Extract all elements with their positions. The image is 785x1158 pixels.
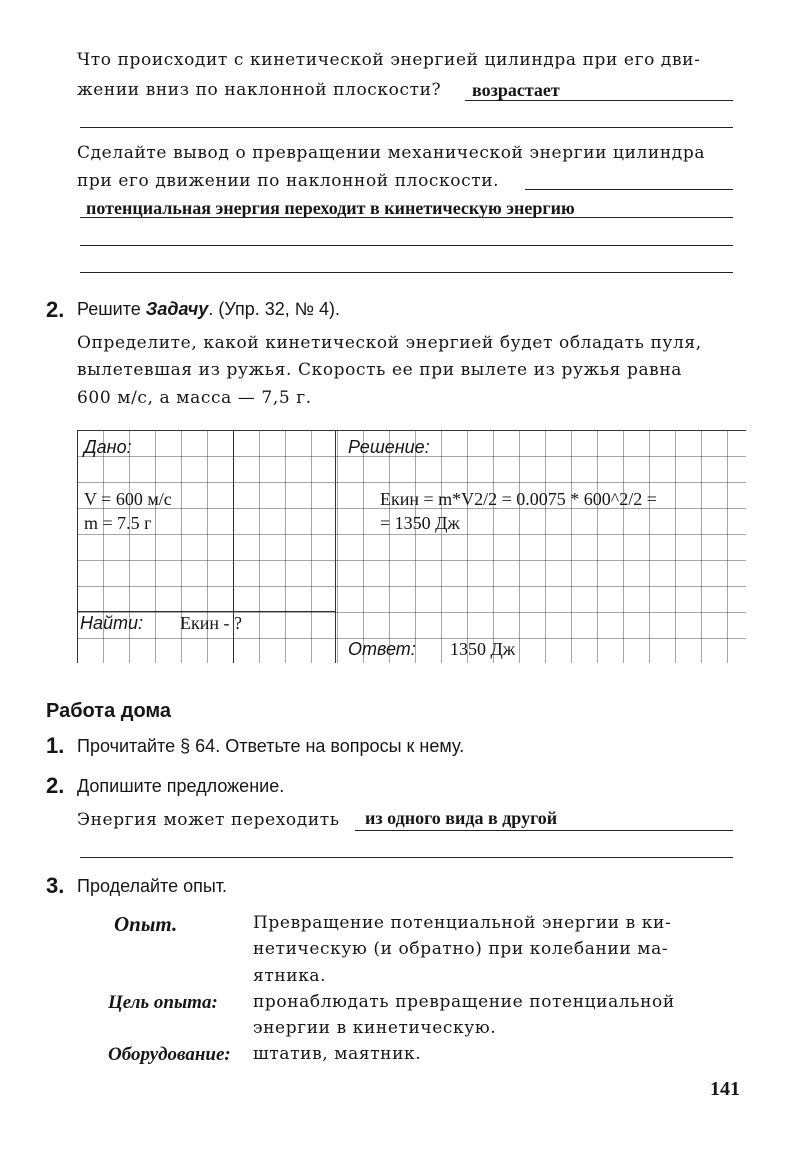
question-text: Что происходит с кинетической энергией цилиндра при его дви- (77, 50, 701, 70)
answer-text: потенциальная энергия переходит в кинетическую энергию (86, 198, 575, 218)
question-text: Сделайте вывод о превращении механической энергии цилиндра (77, 143, 706, 163)
section-title: Работа дома (46, 700, 172, 722)
solution-grid (77, 430, 746, 663)
given-value: m = 7.5 г (84, 513, 152, 533)
goal-text: пронаблюдать превращение потенциальной (253, 992, 675, 1012)
answer-line (80, 272, 733, 273)
goal-label: Цель опыта: (108, 992, 218, 1013)
answer-text: возрастает (472, 80, 560, 100)
answer-value: 1350 Дж (450, 639, 516, 659)
solution-label: Решение: (348, 437, 430, 457)
answer-line (80, 245, 733, 246)
grid-divider (78, 611, 335, 612)
experiment-text: ятника. (253, 966, 327, 986)
answer-line (80, 127, 733, 128)
item-number: 2. (46, 773, 65, 798)
goal-text: энергии в кинетическую. (253, 1018, 497, 1038)
answer-line (80, 217, 733, 218)
solution-line: Екин = m*V2/2 = 0.0075 * 600^2/2 = (380, 489, 657, 509)
given-label: Дано: (84, 437, 132, 457)
task-word: Задачу (145, 299, 209, 319)
item-text: Прочитайте § 64. Ответьте на вопросы к нему. (77, 736, 465, 756)
equipment-text: штатив, маятник. (253, 1044, 422, 1064)
task-text: Определите, какой кинетической энергией будет обладать пуля, (77, 333, 702, 353)
experiment-text: Превращение потенциальной энергии в ки- (253, 913, 672, 933)
answer-line (525, 189, 733, 190)
task-text: вылетевшая из ружья. Скорость ее при вылете из ружья равна (77, 360, 683, 380)
task-prefix: Решите (77, 299, 146, 319)
equipment-label: Оборудование: (108, 1044, 231, 1065)
sentence-text: Энергия может переходить (77, 810, 340, 830)
answer-line (80, 857, 733, 858)
item-number: 1. (46, 733, 65, 758)
experiment-text: нетическую (и обратно) при колебании ма- (253, 939, 669, 959)
experiment-label: Опыт. (114, 912, 178, 936)
task-suffix: . (Упр. 32, № 4). (208, 299, 341, 319)
task-text: 600 м/с, а масса — 7,5 г. (77, 388, 312, 408)
answer-text: из одного вида в другой (365, 808, 558, 828)
given-value: V = 600 м/с (84, 489, 172, 509)
question-text: жении вниз по наклонной плоскости? (77, 80, 442, 100)
solution-line: = 1350 Дж (380, 513, 460, 533)
item-text: Допишите предложение. (77, 776, 285, 796)
answer-label: Ответ: (348, 639, 416, 659)
find-label: Найти: (80, 613, 144, 633)
question-text: при его движении по наклонной плоскости. (77, 171, 500, 191)
page-number: 141 (710, 1078, 740, 1100)
task-number: 2. (46, 297, 65, 322)
grid-divider (335, 431, 336, 663)
find-value: Екин - ? (180, 613, 242, 633)
item-number: 3. (46, 873, 65, 898)
task-heading (77, 299, 340, 320)
answer-line (465, 100, 733, 101)
answer-line (355, 830, 733, 831)
item-text: Проделайте опыт. (77, 876, 228, 896)
